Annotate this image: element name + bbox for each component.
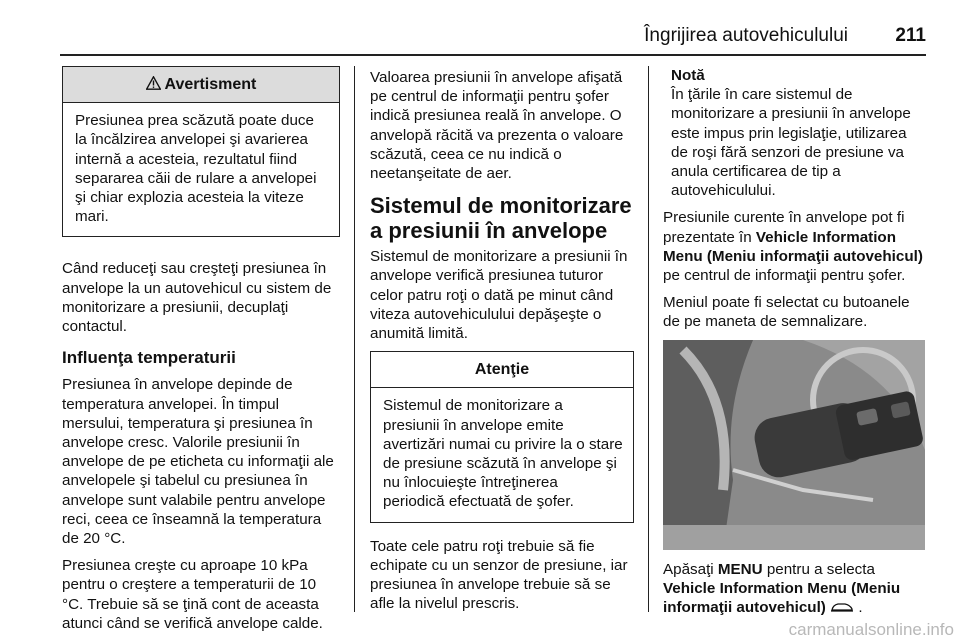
turn-signal-lever-photo: [663, 340, 925, 550]
text-run: pe centrul de informaţii pentru şofer.: [663, 267, 906, 285]
column-divider-1: [354, 66, 355, 612]
menu-name: Vehicle Information Menu (Meniu informaţii autovehicul): [663, 228, 923, 265]
text-run: pentru a selecta: [762, 560, 875, 578]
warning-title: Avertisment: [164, 76, 257, 93]
paragraph: Toate cele patru roţi trebuie să fie echipate cu un senzor de presiune, iar presiunea în anvelope trebuie să se afle la nivelul prescris.: [370, 537, 628, 613]
text-run: .: [858, 599, 863, 617]
text-run: Apăsaţi: [663, 560, 718, 578]
note-title: Notă: [671, 67, 705, 84]
header-title: Îngrijirea autovehiculului: [644, 25, 848, 46]
car-info-icon: [830, 599, 858, 616]
page-header: [60, 10, 926, 56]
paragraph: Sistemul de monitorizare a presiunii în anvelope verifică presiunea tuturor celor patru roţi o dată pe minut când viteza autovehiculului depăşeşte o anumită limită.: [370, 248, 628, 343]
column-2: [370, 68, 634, 621]
caution-box: [370, 351, 634, 522]
caution-header: Atenţie: [371, 352, 633, 388]
warning-box: [62, 66, 340, 237]
section-heading-tpms: Sistemul de monitorizare a presiunii în anvelope: [370, 193, 632, 244]
paragraph: Presiunea în anvelope depinde de temperatura anvelopei. În timpul mersului, temperatura şi presiunea în anvelope cresc. Valorile presiunii în anvelope de pe eticheta cu informaţii ale anvelopele şi tabelul cu presiunea în anvelope sunt valabile pentru anvelope reci, ceea ce înseamnă la temperatura de 20 °C.: [62, 376, 334, 548]
note-block: [663, 66, 927, 200]
section-heading-temperature: Influenţa temperaturii: [62, 348, 236, 368]
column-1: [62, 66, 340, 641]
note-text: În ţările în care sistemul de monitorizare a presiunii în anvelope este impus prin legislaţie, utilizarea de roşi fără senzori de presiune va anula certificarea de tip a autovehiculului.: [671, 86, 911, 200]
warning-header: [63, 67, 339, 103]
paragraph: Presiunea creşte cu aproape 10 kPa pentru o creştere a temperaturii de 10 °C. Trebuie să se ţină cont de aceasta atunci când se verifică anvelope calde.: [62, 557, 323, 632]
paragraph: Meniul poate fi selectat cu butoanele de pe maneta de semnalizare.: [663, 294, 910, 331]
caution-text: Sistemul de monitorizare a presiunii în anvelope emite avertizări numai cu privire la o stare de presiune scăzută în anvelope şi nu înlocuieşte întreţinerea periodică efectuată de şofer.: [383, 397, 623, 511]
page-number: 211: [895, 25, 926, 46]
paragraph: Când reduceţi sau creşteţi presiunea în anvelope la un autovehicul cu sistem de monitorizare a presiunii, decuplaţi contactul.: [62, 260, 332, 336]
column-divider-2: [648, 66, 649, 612]
paragraph: [663, 560, 927, 618]
paragraph: Valoarea presiunii în anvelope afişată pe centrul de informaţii pentru şofer indică presiunea reală în anvelope. O anvelopă răcită va prezenta o valoare scăzută, ceea ce nu indică o neetanşeitate de aer.: [370, 69, 624, 183]
warning-text: Presiunea prea scăzută poate duce la încălzirea anvelopei şi avarierea internă a acesteia, rezultatul fiind separarea căii de rulare a anvelopei şi chiar explozia acesteia la viteze mari.: [75, 112, 317, 226]
menu-button-label: MENU: [717, 560, 763, 578]
watermark: carmanualsonline.info: [788, 620, 954, 639]
menu-name: Vehicle Information Menu (Meniu informaţii autovehicul): [663, 579, 901, 617]
text-run: Presiunile curente în anvelope pot fi prezentate în: [663, 209, 905, 246]
warning-triangle-icon: [146, 76, 165, 93]
column-3: [663, 66, 927, 625]
paragraph: [663, 208, 927, 285]
